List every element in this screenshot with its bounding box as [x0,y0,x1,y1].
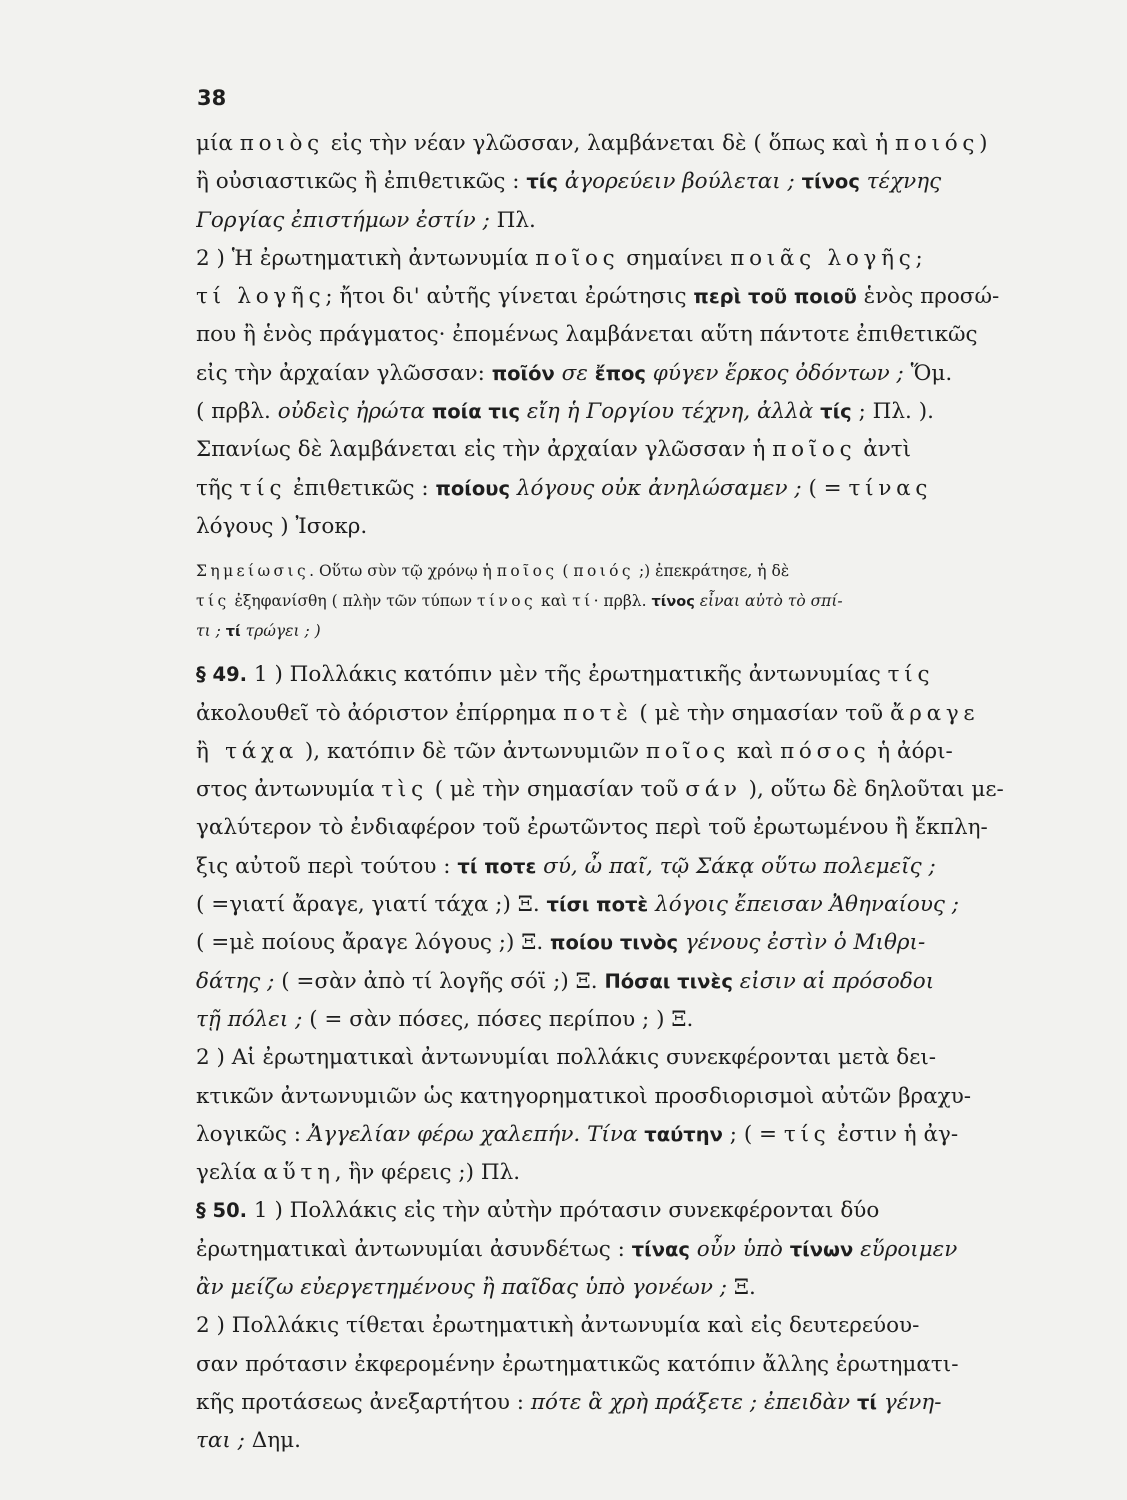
text-segment: ποίους [435,476,511,500]
paragraph-block-2 [196,656,1034,1460]
text-line [196,1192,1034,1230]
text-segment: , ἣν φέρεις ;) Πλ. [334,1160,521,1186]
text-segment: ἢ οὐσιαστικῶς ἢ ἐπιθετικῶς : [196,169,527,195]
text-segment: τίνος [801,170,860,194]
text-segment: τῆς [196,475,240,501]
text-line [196,1039,1034,1077]
text-segment: ; [915,245,923,271]
text-segment: ἔπος [594,361,646,385]
text-segment: ( =γιατί ἄραγε, γιατί τάχα ;) Ξ. [196,892,547,918]
text-segment: Γοργίας ἐπιστήμων ἐστίν ; [196,207,497,233]
text-segment: τρώγει ; ) [240,622,321,641]
text-segment: τίς [783,1121,831,1147]
text-segment: ἂν μείζω εὐεργετημένους ἢ παῖδας ὑπὸ γονέων ; [196,1275,734,1301]
text-segment: τί λογῆς [196,284,326,310]
text-segment: . Οὕτω σὺν τῷ χρόνῳ ἡ [309,562,497,581]
text-segment: ταύτην [644,1122,723,1146]
text-segment: ( = σὰν πόσες, πόσες περίπου ; ) Ξ. [309,1006,694,1032]
text-segment: τι ; [196,622,226,641]
page-number: 38 [197,86,227,110]
text-segment: ( =μὲ ποίους ἄραγε λόγους ;) Ξ. [196,930,551,956]
text-segment: πόσος [780,738,871,764]
text-segment: ποτὲ [563,700,633,726]
text-segment: καὶ [536,592,573,611]
text-segment: ποιός [573,562,635,581]
text-segment: § 49. [196,663,248,687]
text-segment: λόγους ) Ἰσοκρ. [196,513,368,539]
text-line [196,316,1034,354]
text-segment: πότε ἃ χρὴ πράξετε ; ἐπειδὰν [530,1389,857,1415]
text-segment: τί ποτε [457,854,537,878]
text-line [196,240,1034,278]
text-segment: ( =σὰν ἀπὸ τί λογῆς σόϊ ;) Ξ. [281,968,605,994]
text-segment: σημαίνει [619,245,731,271]
text-segment: γένη- [877,1389,942,1415]
text-segment: εἴη ἡ Γοργίου τέχνη, ἀλλὰ [520,399,821,425]
text-segment: εἰς τὴν νέαν γλῶσσαν, λαμβάνεται δὲ ( ὅπως καὶ ἡ [323,131,896,156]
text-segment: Ὅμ. [910,360,953,386]
text-segment: ( [557,562,574,581]
text-segment: Ἀγγελίαν φέρω χαλεπήν. Τίνα [307,1121,645,1147]
text-segment: λογικῶς : [196,1121,308,1147]
text-segment: ( μὲ τὴν σημασίαν τοῦ [632,700,890,726]
text-line [196,556,1034,586]
text-segment: τίνας [631,1237,690,1261]
text-segment: μία [196,131,240,156]
text-segment: ἐστιν ἡ ἀγ- [830,1121,959,1147]
text-line [196,202,1034,240]
text-line [196,771,1034,809]
text-segment: ), κατόπιν δὲ τῶν ἀντωνυμιῶν [298,738,646,764]
text-segment: τίς [526,170,558,194]
text-segment: δάτης ; [196,968,282,994]
text-segment: ; ( = [722,1121,784,1147]
text-segment: ποῖόν [491,361,555,385]
text-segment: εἰσιν αἱ πρόσοδοι [732,968,935,994]
text-segment: σαν πρότασιν ἐκφερομένην ἐρωτηματικῶς κατόπιν ἄλλης ἐρωτηματι- [196,1351,959,1377]
text-line [196,508,1034,546]
text-line [196,733,1034,771]
text-segment: εὕροιμεν [853,1236,958,1262]
text-segment: ποίου τινὸς [550,931,679,955]
text-segment: τί [225,624,241,641]
text-segment: τίσι ποτὲ [546,893,649,917]
text-segment: Ξ. [733,1275,756,1301]
text-segment: ἐξηφανίσθη ( πλὴν τῶν τύπων [229,592,477,611]
text-segment: αὕτη [263,1160,335,1186]
text-line [196,886,1034,924]
text-line [196,586,1034,616]
text-segment: 2 ) Ἡ ἐρωτηματικὴ ἀντωνυμία [196,245,536,271]
text-line [196,809,1034,847]
text-line [196,616,1034,646]
text-segment: ποία τις [431,400,521,424]
text-segment: οὖν ὑπὸ [689,1236,790,1262]
text-segment: ἄραγε [889,700,980,726]
text-line [196,393,1034,431]
text-segment: τίς [196,592,230,611]
text-segment: ; ἤτοι δι' αὐτῆς γίνεται ἐρώτησις [325,284,694,310]
text-segment: λόγους οὐκ ἀνηλώσαμεν ; [510,475,809,501]
text-segment: καὶ [730,738,781,764]
text-segment: περὶ τοῦ ποιοῦ [693,285,857,309]
text-line [196,848,1034,886]
text-segment: στος ἀντωνυμία [196,777,382,803]
text-segment: ξις αὐτοῦ περὶ τούτου : [196,853,458,879]
text-segment: οὐδεὶς ἠρώτα [277,399,432,425]
text-segment: 1 ) Πολλάκις κατόπιν μὲν τῆς ἐρωτηματικῆς ἀντωνυμίας [247,662,888,688]
text-segment: τίς [239,475,287,501]
text-segment: εἶναι αὐτὸ τὸ σπί- [694,592,843,611]
text-line [196,963,1034,1001]
text-line [196,1307,1034,1345]
text-segment: κτικῶν ἀντωνυμιῶν ὡς κατηγορηματικοὶ προσδιορισμοὶ αὐτῶν βραχυ- [196,1083,972,1109]
text-segment: ( = [808,475,849,501]
text-segment: ποιός [895,131,980,156]
text-segment: ( πρβλ. [196,399,278,425]
text-segment: ἑνὸς προσώ- [856,284,1000,310]
text-line [196,470,1034,508]
text-segment: τί [856,1390,878,1414]
text-segment: τίς [887,662,935,688]
text-segment: 2 ) Πολλάκις τίθεται ἐρωτηματικὴ ἀντωνυμία καὶ εἰς δευτερεύου- [196,1313,920,1339]
text-segment: ται ; [196,1428,252,1454]
text-line [196,1384,1034,1422]
main-text [196,125,1034,1461]
text-segment: ἐπιθετικῶς : [286,475,436,501]
text-segment: ) [979,131,988,156]
text-segment: τίνος [651,594,695,611]
text-segment: τέχνης [859,169,942,195]
text-line [196,278,1034,316]
text-segment: ποῖος [496,562,558,581]
text-segment: 1 ) Πολλάκις εἰς τὴν αὐτὴν πρότασιν συνεκφέρονται δύο [247,1198,880,1224]
text-segment: ἀκολουθεῖ τὸ ἀόριστον ἐπίρρημα [196,700,564,726]
text-segment: εἰς τὴν ἀρχαίαν γλῶσσαν: [196,360,492,386]
text-segment: τίς [820,400,852,424]
text-line [196,924,1034,962]
text-line [196,656,1034,694]
text-line [196,1269,1034,1307]
text-segment: Πόσαι τινὲς [604,969,733,993]
text-segment: γαλύτερον τὸ ἐνδιαφέρον τοῦ ἐρωτῶντος περὶ τοῦ ἐρωτωμένου ἢ ἔκπλη- [196,815,988,841]
text-segment: ), οὕτω δὲ δηλοῦται με- [741,777,1004,803]
text-segment: τίνας [848,475,933,501]
text-line [196,1001,1034,1039]
text-segment: ἀντὶ [856,437,912,463]
text-line [196,355,1034,393]
text-segment: σύ, ὦ παῖ, τῷ Σάκᾳ οὕτω πολεμεῖς ; [536,853,936,879]
text-segment: φύγεν ἕρκος ὀδόντων ; [645,360,911,386]
text-segment: Δημ. [251,1428,301,1454]
text-segment: ἀγορεύειν βούλεται ; [557,169,802,195]
paragraph-block-1 [196,125,1034,546]
text-segment: λόγοις ἔπεισαν Ἀθηναίους ; [648,892,960,918]
note-block [196,556,1034,646]
text-line [196,125,1034,163]
text-segment: ποῖος [535,245,620,271]
text-segment: · πρβλ. [593,592,652,611]
text-segment: τί [572,592,594,611]
text-segment: Σπανίως δὲ λαμβάνεται εἰς τὴν ἀρχαίαν γλῶσσαν ἡ [196,437,773,463]
text-segment: ποῖος [645,738,730,764]
text-segment: σάν [685,777,742,803]
text-line [196,1346,1034,1384]
text-segment: κῆς προτάσεως ἀνεξαρτήτου : [196,1389,531,1415]
text-line [196,1154,1034,1192]
text-line [196,1078,1034,1116]
text-segment: ( μὲ τὴν σημασίαν τοῦ [427,777,686,803]
text-segment: τίνων [789,1237,854,1261]
text-segment: γελία [196,1160,264,1186]
text-line [196,1116,1034,1154]
text-segment: τῇ πόλει ; [196,1006,310,1032]
text-line [196,163,1034,201]
text-segment: γένους ἐστὶν ὁ Μιθρι- [678,930,926,956]
text-segment: ἢ τάχα [196,738,299,764]
text-segment: § 50. [196,1199,248,1223]
text-segment: Σημείωσις [196,562,310,581]
text-segment: ;) ἐπεκράτησε, ἡ δὲ [634,562,790,581]
text-segment: τίνος [476,592,537,611]
text-segment: σε [554,360,595,386]
text-line [196,695,1034,733]
text-line [196,1231,1034,1269]
text-segment: τὶς [381,777,428,803]
text-line [196,431,1034,469]
text-segment: ποιᾶς λογῆς [730,245,916,271]
text-segment: ἡ ἀόρι- [870,738,953,764]
text-segment: ποιὸς [239,131,324,156]
text-line [196,1422,1034,1460]
text-segment: που ἢ ἑνὸς πράγματος· ἐπομένως λαμβάνεται αὕτη πάντοτε ἐπιθετικῶς [196,322,978,348]
text-segment: ἐρωτηματικαὶ ἀντωνυμίαι ἀσυνδέτως : [196,1236,632,1262]
text-segment: 2 ) Αἱ ἐρωτηματικαὶ ἀντωνυμίαι πολλάκις συνεκφέρονται μετὰ δει- [196,1045,937,1071]
text-segment: ποῖος [772,437,857,463]
text-segment: ; Πλ. ). [851,399,934,425]
text-segment: Πλ. [496,207,536,233]
